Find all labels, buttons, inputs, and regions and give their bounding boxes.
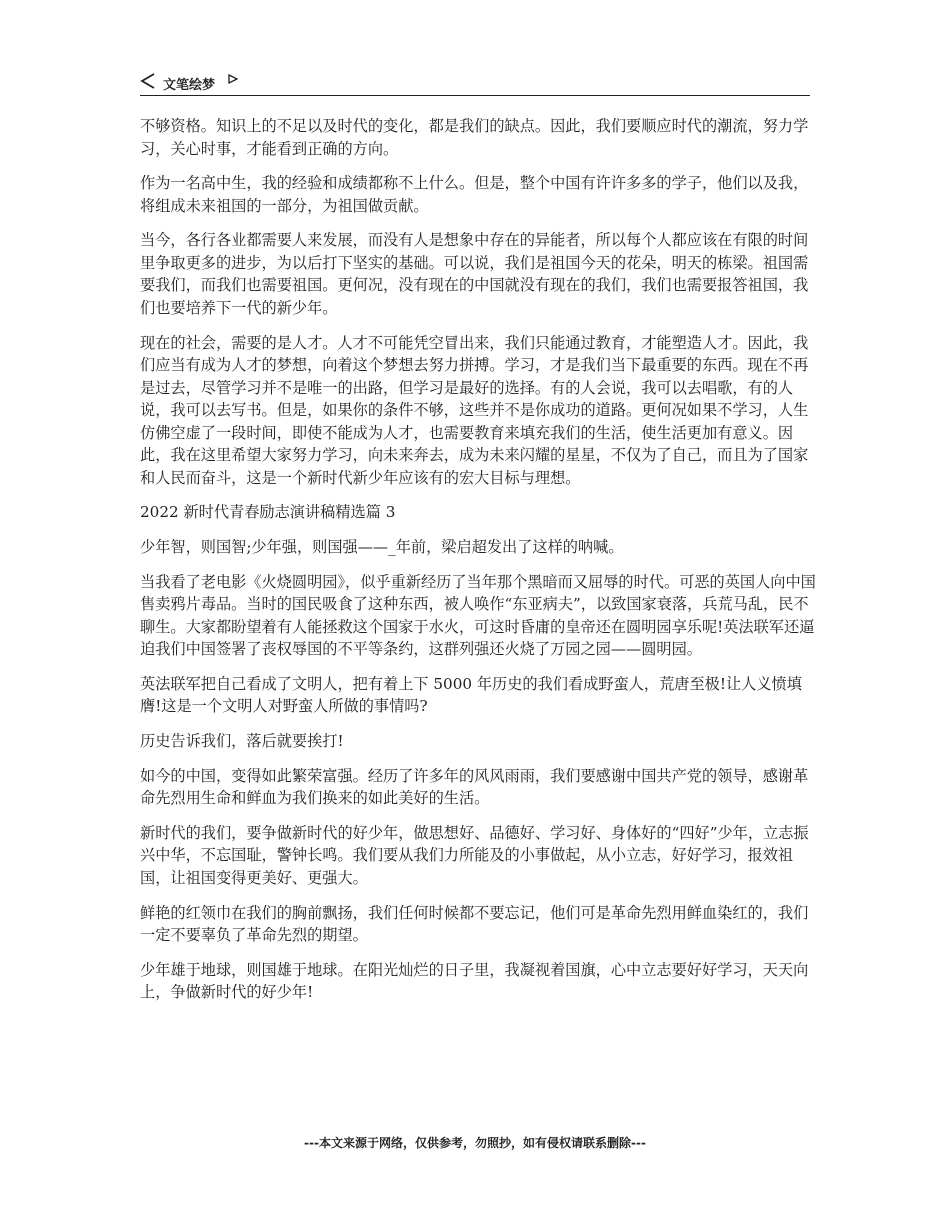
back-triangle-icon[interactable] bbox=[140, 72, 156, 90]
paragraph: 历史告诉我们，落后就要挨打! bbox=[140, 732, 344, 750]
source-disclaimer: ---本文来源于网络，仅供参考，勿照抄，如有侵权请联系删除--- bbox=[304, 1136, 646, 1150]
play-triangle-icon[interactable] bbox=[228, 74, 238, 84]
section-heading: 2022 新时代青春励志演讲稿精选篇 3 bbox=[140, 503, 396, 522]
paragraph: 新时代的我们，要争做新时代的好少年，做思想好、品德好、学习好、身体好的“四好”少年，立志振兴中华，不忘国耻，警钟长鸣。我们要从我们力所能及的小事做起，从小立志，好好学习，报效祖国，让祖国变得更美好、更强大。 bbox=[140, 823, 809, 887]
site-title: 文笔绘梦 bbox=[163, 78, 216, 93]
paragraph: 当今，各行各业都需要人来发展，而没有人是想象中存在的异能者，所以每个人都应该在有限的时间里争取更多的进步，为以后打下坚实的基础。可以说，我们是祖国今天的花朵，明天的栋梁。祖国需要我们，而我们也需要祖国。更何况，没有现在的中国就没有现在的我们，我们也需要报答祖国，我们也要培养下一代的新少年。 bbox=[140, 231, 809, 317]
paragraph: 少年雄于地球，则国雄于地球。在阳光灿烂的日子里，我凝视着国旗，心中立志要好好学习，天天向上，争做新时代的好少年! bbox=[140, 960, 809, 1002]
paragraph: 如今的中国，变得如此繁荣富强。经历了许多年的风风雨雨，我们要感谢中国共产党的领导，感谢革命先烈用生命和鲜血为我们换来的如此美好的生活。 bbox=[140, 766, 809, 808]
paragraph: 鲜艳的红领巾在我们的胸前飘扬，我们任何时候都不要忘记，他们可是革命先烈用鲜血染红的，我们一定不要辜负了革命先烈的期望。 bbox=[140, 903, 809, 945]
article-body bbox=[140, 115, 816, 1016]
paragraph: 英法联军把自己看成了文明人，把有着上下 5000 年历史的我们看成野蛮人，荒唐至极!让人义愤填膺!这是一个文明人对野蛮人所做的事情吗? bbox=[140, 674, 802, 716]
paragraph: 作为一名高中生，我的经验和成绩都称不上什么。但是，整个中国有许许多多的学子，他们以及我，将组成未来祖国的一部分，为祖国做贡献。 bbox=[140, 174, 809, 215]
paragraph: 不够资格。知识上的不足以及时代的变化，都是我们的缺点。因此，我们要顺应时代的潮流，努力学习，关心时事，才能看到正确的方向。 bbox=[140, 117, 809, 158]
paragraph: 当我看了老电影《火烧圆明园》，似乎重新经历了当年那个黑暗而又屈辱的时代。可恶的英国人向中国售卖鸦片毒品。当时的国民吸食了这种东西，被人唤作“东亚病夫”，以致国家衰落，兵荒马乱，民不聊生。大家都盼望着有人能拯救这个国家于水火，可这时昏庸的皇帝还在圆明园享乐呢!英法联军还逼迫我们中国签署了丧权辱国的不平等条约，这群列强还火烧了万园之园——圆明园。 bbox=[140, 572, 816, 659]
paragraph: 少年智，则国智;少年强，则国强——_年前，梁启超发出了这样的呐喊。 bbox=[140, 537, 624, 556]
page-header bbox=[140, 70, 810, 96]
paragraph: 现在的社会，需要的是人才。人才不可能凭空冒出来，我们只能通过教育，才能塑造人才。因此，我们应当有成为人才的梦想，向着这个梦想去努力拼搏。学习，才是我们当下最重要的东西。现在不再是过去，尽管学习并不是唯一的出路，但学习是最好的选择。有的人会说，我可以去唱歌，有的人说，我可以去写书。但是，如果你的条件不够，这些并不是你成功的道路。更何况如果不学习，人生仿佛空虚了一段时间，即使不能成为人才，也需要教育来填充我们的生活，使生活更加有意义。因此，我在这里希望大家努力学习，向未来奔去，成为未来闪耀的星星，不仅为了自己，而且为了国家和人民而奋斗，这是一个新时代新少年应该有的宏大目标与理想。 bbox=[140, 333, 809, 487]
